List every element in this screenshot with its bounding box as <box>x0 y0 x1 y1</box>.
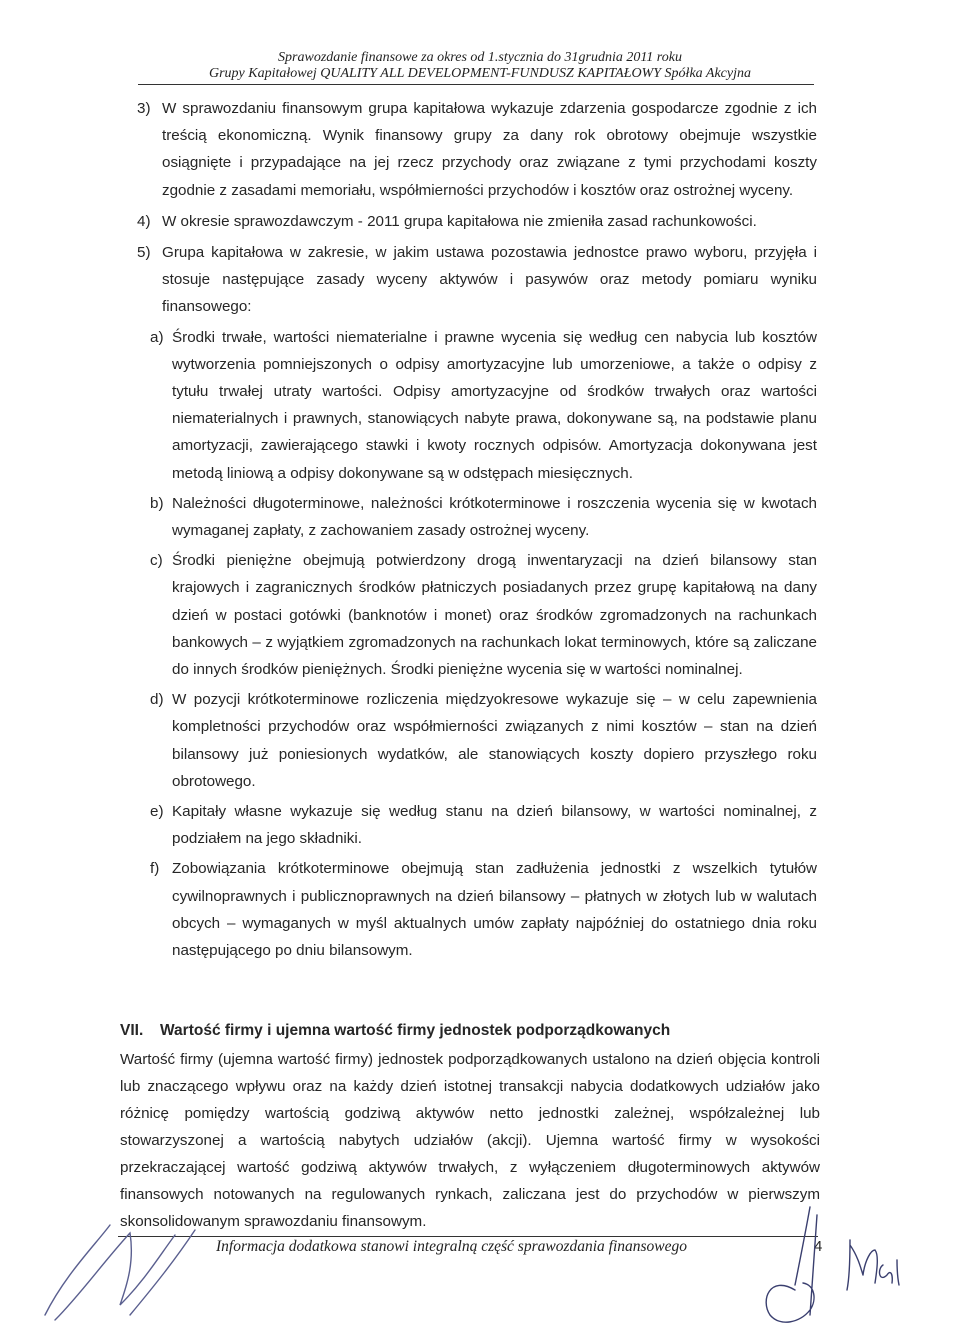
list-item <box>137 95 817 204</box>
sub-list <box>137 324 817 965</box>
sub-item-text: Zobowiązania krótkoterminowe obejmują stan zadłużenia jednostki z wszelkich tytułów cywilnoprawnych i publicznoprawnych na dzień bilansowy – płatnych w złotych lub w walutach obcych – wymaganych w myśl aktualnych umów zapłaty najpóźniej do ostatniego dnia roku następującego po dniu bilansowym. <box>172 860 817 960</box>
sub-item-text: Należności długoterminowe, należności krótkoterminowe i roszczenia wycenia się w kwotach wymaganej zapłaty, z zachowaniem zasady ostrożnej wyceny. <box>172 494 817 540</box>
header-rule <box>138 84 814 85</box>
section-title: Wartość firmy i ujemna wartość firmy jednostek podporządkowanych <box>160 1022 671 1039</box>
item-text: W sprawozdaniu finansowym grupa kapitałowa wykazuje zdarzenia gospodarcze zgodnie z ich treścią ekonomiczną. Wynik finansowy grupy za dany rok obrotowy obejmuje wszystkie osiągnięte i przypadające na jej rzecz przychody oraz związane z tymi przychodami koszty zgodnie z zasadami memoriału, współmierności przychodów i kosztów oraz ostrożnej wyceny. <box>162 100 817 199</box>
sub-list-item <box>137 686 817 795</box>
item-number: 3) <box>137 100 151 117</box>
page-number: 4 <box>814 1238 823 1255</box>
list-item <box>137 208 817 235</box>
header-line-2: Grupy Kapitałowej QUALITY ALL DEVELOPMENT-FUNDUSZ KAPITAŁOWY Spółka Akcyjna <box>209 66 751 81</box>
item-number: 4) <box>137 212 151 230</box>
sub-item-letter: e) <box>150 803 164 821</box>
numbered-list <box>137 95 817 964</box>
header-line-1: Sprawozdanie finansowe za okres od 1.stycznia do 31grudnia 2011 roku <box>278 50 682 65</box>
item-number: 5) <box>137 244 151 262</box>
sub-item-letter: d) <box>150 691 164 709</box>
sub-item-text: Kapitały własne wykazuje się według stanu na dzień bilansowy, w wartości nominalnej, z podziałem na jego składniki. <box>172 803 817 848</box>
section-body: Wartość firmy (ujemna wartość firmy) jednostek podporządkowanych ustalono na dzień objęcia kontroli lub znaczącego wpływu oraz na każdy dzień istotnej transakcji nabycia dodatkowych udziałów jako różnicę pomiędzy wartością godziwą aktywów netto jednostki zależnej, współzależnej lub stowarzyszonej a wartością nabytych udziałów (akcji). Ujemna wartość firmy w wysokości przekraczającej wartość godziwą aktywów trwałych, z wyłączeniem długoterminowych aktywów finansowych notowanych na regulowanych rynkach, zaliczana jest do przychodów w pierwszym skonsolidowanym sprawozdaniu finansowym. <box>120 1051 820 1230</box>
page-header <box>120 50 840 82</box>
section-heading <box>120 1019 820 1043</box>
page-footer: Informacja dodatkowa stanowi integralną część sprawozdania finansowego <box>216 1238 688 1255</box>
sub-list-item <box>137 798 817 852</box>
item-text: W okresie sprawozdawczym - 2011 grupa kapitałowa nie zmieniła zasad rachunkowości. <box>162 212 757 230</box>
item-text: Grupa kapitałowa w zakresie, w jakim ustawa pozostawia jednostce prawo wyboru, przyjęła i stosuje następujące zasady wyceny aktywów i pasywów oraz metody pomiaru wyniku finansowego: <box>162 244 817 316</box>
sub-item-letter: c) <box>150 552 163 570</box>
sub-item-letter: a) <box>150 328 164 346</box>
sub-list-item <box>137 855 817 964</box>
list-item <box>137 239 817 321</box>
sub-item-letter: f) <box>150 860 160 878</box>
sub-item-letter: b) <box>150 494 164 512</box>
sub-list-item <box>137 490 817 544</box>
section-number: VII. <box>120 1022 144 1039</box>
sub-list-item <box>137 547 817 683</box>
sub-item-text: W pozycji krótkoterminowe rozliczenia międzyokresowe wykazuje się – w celu zapewnienia kompletności przychodów oraz współmierności związanych z nimi kosztów – stan na dzień bilansowy już poniesionych wydatków, ale stanowiących koszty dopiero przyszłego roku obrotowego. <box>172 691 817 790</box>
sub-item-text: Środki pieniężne obejmują potwierdzony drogą inwentaryzacji na dzień bilansowy stan krajowych i zagranicznych środków płatniczych posiadanych przez grupę kapitałową na dany dzień w postaci gotówki (banknotów i monet) oraz środków zgromadzonych na rachunkach bankowych – z wyjątkiem zgromadzonych na rachunkach lokat terminowych, które są zaliczane do innych środków pieniężnych. Środki pieniężne wycenia się w wartości nominalnej. <box>172 552 817 679</box>
sub-item-text: Środki trwałe, wartości niematerialne i prawne wycenia się według cen nabycia lub kosztów wytworzenia pomniejszonych o odpisy amortyzacyjne lub umorzeniowe, a także o odpisy z tytułu trwałej utraty wartości. Odpisy amortyzacyjne od środków trwałych oraz wartości niematerialnych i prawnych, stanowiących nabyte prawa, dokonywane są, na podstawie planu amortyzacji, zawierającego stawki i kwoty rocznych odpisów. Amortyzacja dokonywana jest metodą liniową a odpisy dokonywane są w odstępach miesięcznych. <box>172 328 817 482</box>
signature-left <box>35 1205 215 1325</box>
signature-right <box>755 1205 905 1330</box>
sub-list-item <box>137 324 817 487</box>
